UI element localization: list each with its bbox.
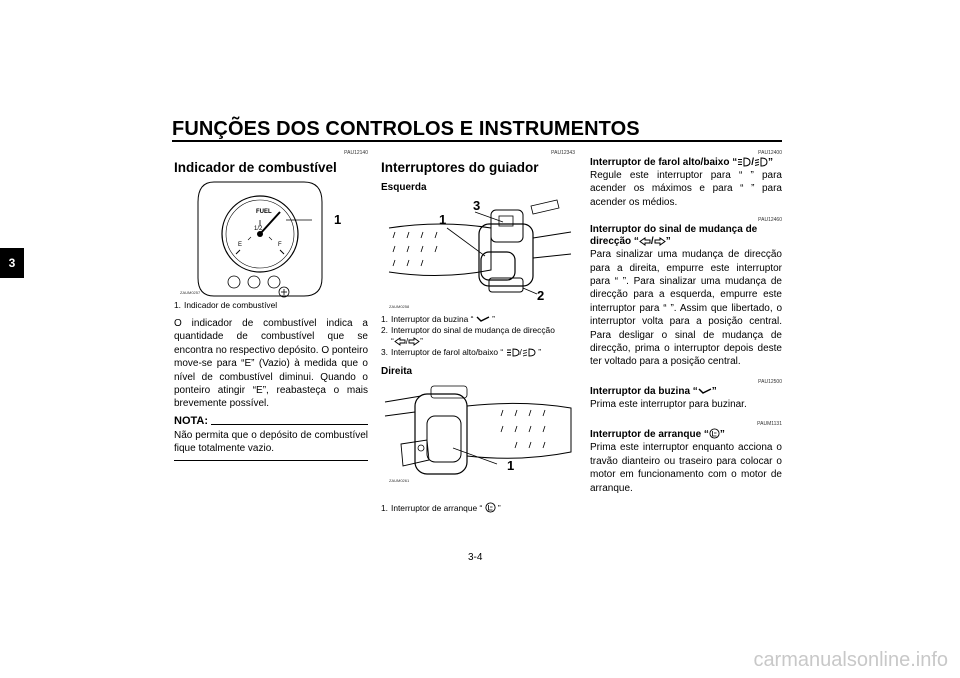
nota-header [174,415,368,427]
turn-right-icon [654,237,666,246]
horn-heading: Interruptor da buzina “ ” [590,385,717,397]
gauge-empty-label: E [238,242,243,248]
page-number: 3-4 [468,552,483,563]
fuel-gauge-body: O indicador de combustível indica a quantidade de combustível que se encontra no respectivo depósito. O ponteiro move-se para “E” (Vazio) à medida que o nível de combustível diminui. Quando o ponteiro atingir “E”, reabasteça o mais brevemente possível. [174,318,369,410]
watermark: carmanualsonline.info [753,649,948,671]
turn-signal-heading: Interruptor do sinal de mudança de direcção “ / ” [590,224,758,248]
turn-left-icon [394,337,406,346]
callout-1: 1 [507,458,515,473]
callout-1: 1 [334,212,342,227]
caption-turn-signal: 2. Interruptor do sinal de mudança de direcção “ / ” [381,325,555,346]
column-fuel-gauge [174,150,368,461]
caption-start: 1. Interruptor de arranque “ ” [381,503,501,513]
start-body: Prima este interruptor enquanto acciona o travão dianteiro ou traseiro para colocar o motor em funcionamento com o motor de arranque. [590,442,782,494]
left-subheading: Esquerda [381,182,427,193]
horn-body: Prima este interruptor para buzinar. [590,398,747,410]
turn-right-icon [408,337,420,346]
high-beam-icon [506,348,520,357]
gauge-full-label: F [278,242,282,248]
section-code: PAU12343 [551,150,575,156]
right-subheading: Direita [381,366,413,377]
turn-left-icon [639,237,651,246]
turn-signal-body: Para sinalizar uma mudança de direcção para a direita, empurre este interruptor para “ ”. Para sinalizar uma mudança de direcção para a esquerda, empurre este interruptor para “ ”. Assim que libertado, o interruptor volta para a posição central. Para desligar o sinal de mudança de direcção, prima o interruptor depois deste ter voltado para a posição central. [590,249,782,368]
high-beam-icon [737,157,751,167]
caption-dimmer: 3. Interruptor de farol alto/baixo “ / ” [381,347,541,357]
low-beam-icon [754,157,768,167]
gauge-half-label: 1/2 [254,226,263,232]
dimmer-heading: Interruptor de farol alto/baixo “ / ” [590,157,774,168]
left-switches-figure [381,198,575,310]
section-code: PAU12460 [758,217,782,224]
callout-2: 2 [537,288,545,303]
start-icon [709,428,720,439]
section-code: PAUM1131 [757,421,782,428]
low-beam-icon [522,348,536,357]
fuel-gauge-illustration [174,180,368,298]
chapter-tab: 3 [0,248,24,278]
callout-3: 3 [473,198,481,213]
figure-id: ZAUM0258 [389,304,410,309]
start-icon [485,502,496,513]
dimmer-body: Regule este interruptor para “ ” para acender os máximos e para “ ” para acender os médios. [590,170,782,208]
column-handlebar-switches [381,150,575,514]
fuel-gauge-figure [174,180,368,298]
figure-id: ZAUM0257 [180,290,201,295]
horn-icon [476,315,490,324]
start-heading: Interruptor de arranque “ ” [590,429,725,441]
caption-horn: 1. Interruptor da buzina “ ” [381,314,495,324]
horn-icon [698,387,712,396]
left-switches-illustration [381,198,575,310]
figure-caption: 1. Indicador de combustível [174,300,278,310]
column-switch-descriptions [590,150,782,495]
nota-text: Não permita que o depósito de combustível fique totalmente vazio. [174,429,368,455]
right-switches-figure [381,382,575,496]
page-title: FUNÇÕES DOS CONTROLOS E INSTRUMENTOS [172,118,640,140]
nota-end-rule [174,460,368,461]
nota-label: NOTA: [174,414,209,427]
fuel-label: FUEL [256,209,272,215]
section-code: PAU12140 [344,150,368,156]
nota-rule [211,424,368,425]
figure-id: ZAUM0261 [389,478,410,483]
section-heading: Indicador de combustível [174,160,337,175]
right-switches-illustration [381,382,575,496]
callout-1: 1 [439,212,447,227]
section-code: PAU12500 [758,378,782,385]
section-heading: Interruptores do guiador [381,160,539,175]
title-rule [172,140,782,142]
section-code: PAU12400 [758,150,782,156]
